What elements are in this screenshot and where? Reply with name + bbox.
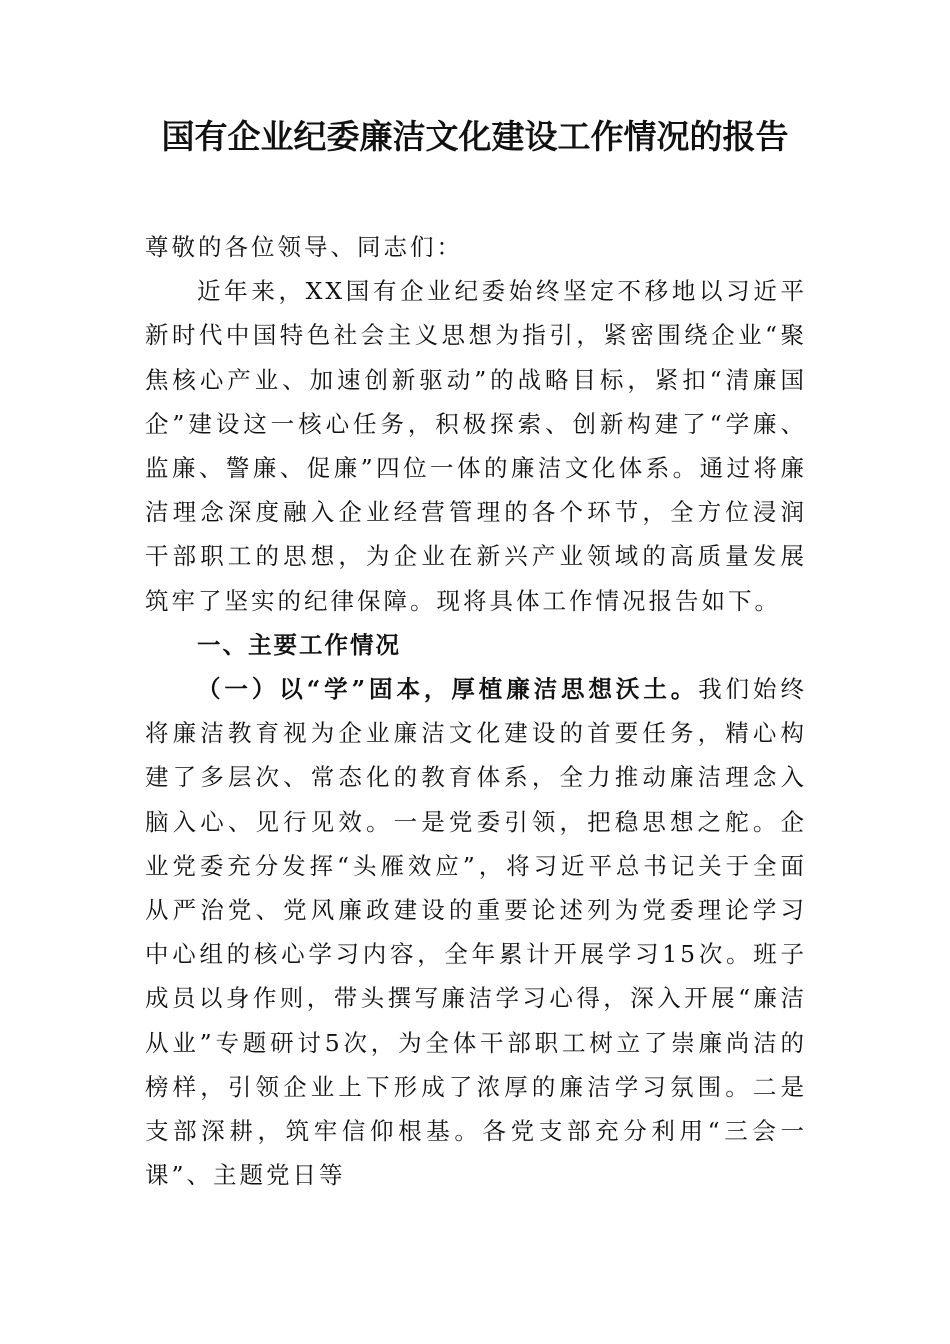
subsection-body: 我们始终将廉洁教育视为企业廉洁文化建设的首要任务，精心构建了多层次、常态化的教育体系，全力推动廉洁理念入脑入心、见行见效。一是党委引领，把稳思想之舵。企业党委充分发挥“头雁效应”，将习近平总书记关于全面从严治党、党风廉政建设的重要论述列为党委理论学习中心组的核心学习内容，全年累计开展学习15次。班子成员以身作则，带头撰写廉洁学习心得，深入开展“廉洁从业”专题研讨5次，为全体干部职工树立了崇廉尚洁的榜样，引领企业上下形成了浓厚的廉洁学习氛围。二是支部深耕，筑牢信仰根基。各党支部充分利用“三会一课”、主题党日等 [145, 675, 807, 1190]
document-body [145, 225, 807, 1197]
salutation: 尊敬的各位领导、同志们： [145, 233, 463, 261]
subsection-paragraph [145, 667, 807, 1197]
document-title: 国有企业纪委廉洁文化建设工作情况的报告 [161, 117, 789, 156]
section-heading: 一、主要工作情况 [197, 630, 401, 659]
subsection-lead: （一）以“学”固本，厚植廉洁思想沃土。 [197, 675, 699, 704]
intro-paragraph: 近年来，XX国有企业纪委始终坚定不移地以习近平新时代中国特色社会主义思想为指引，紧密围绕企业“聚焦核心产业、加速创新驱动”的战略目标，紧扣“清廉国企”建设这一核心任务，积极探索、创新构建了“学廉、监廉、警廉、促廉”四位一体的廉洁文化体系。通过将廉洁理念深度融入企业经营管理的各个环节，全方位浸润干部职工的思想，为企业在新兴产业领域的高质量发展筑牢了坚实的纪律保障。现将具体工作情况报告如下。 [145, 277, 807, 615]
